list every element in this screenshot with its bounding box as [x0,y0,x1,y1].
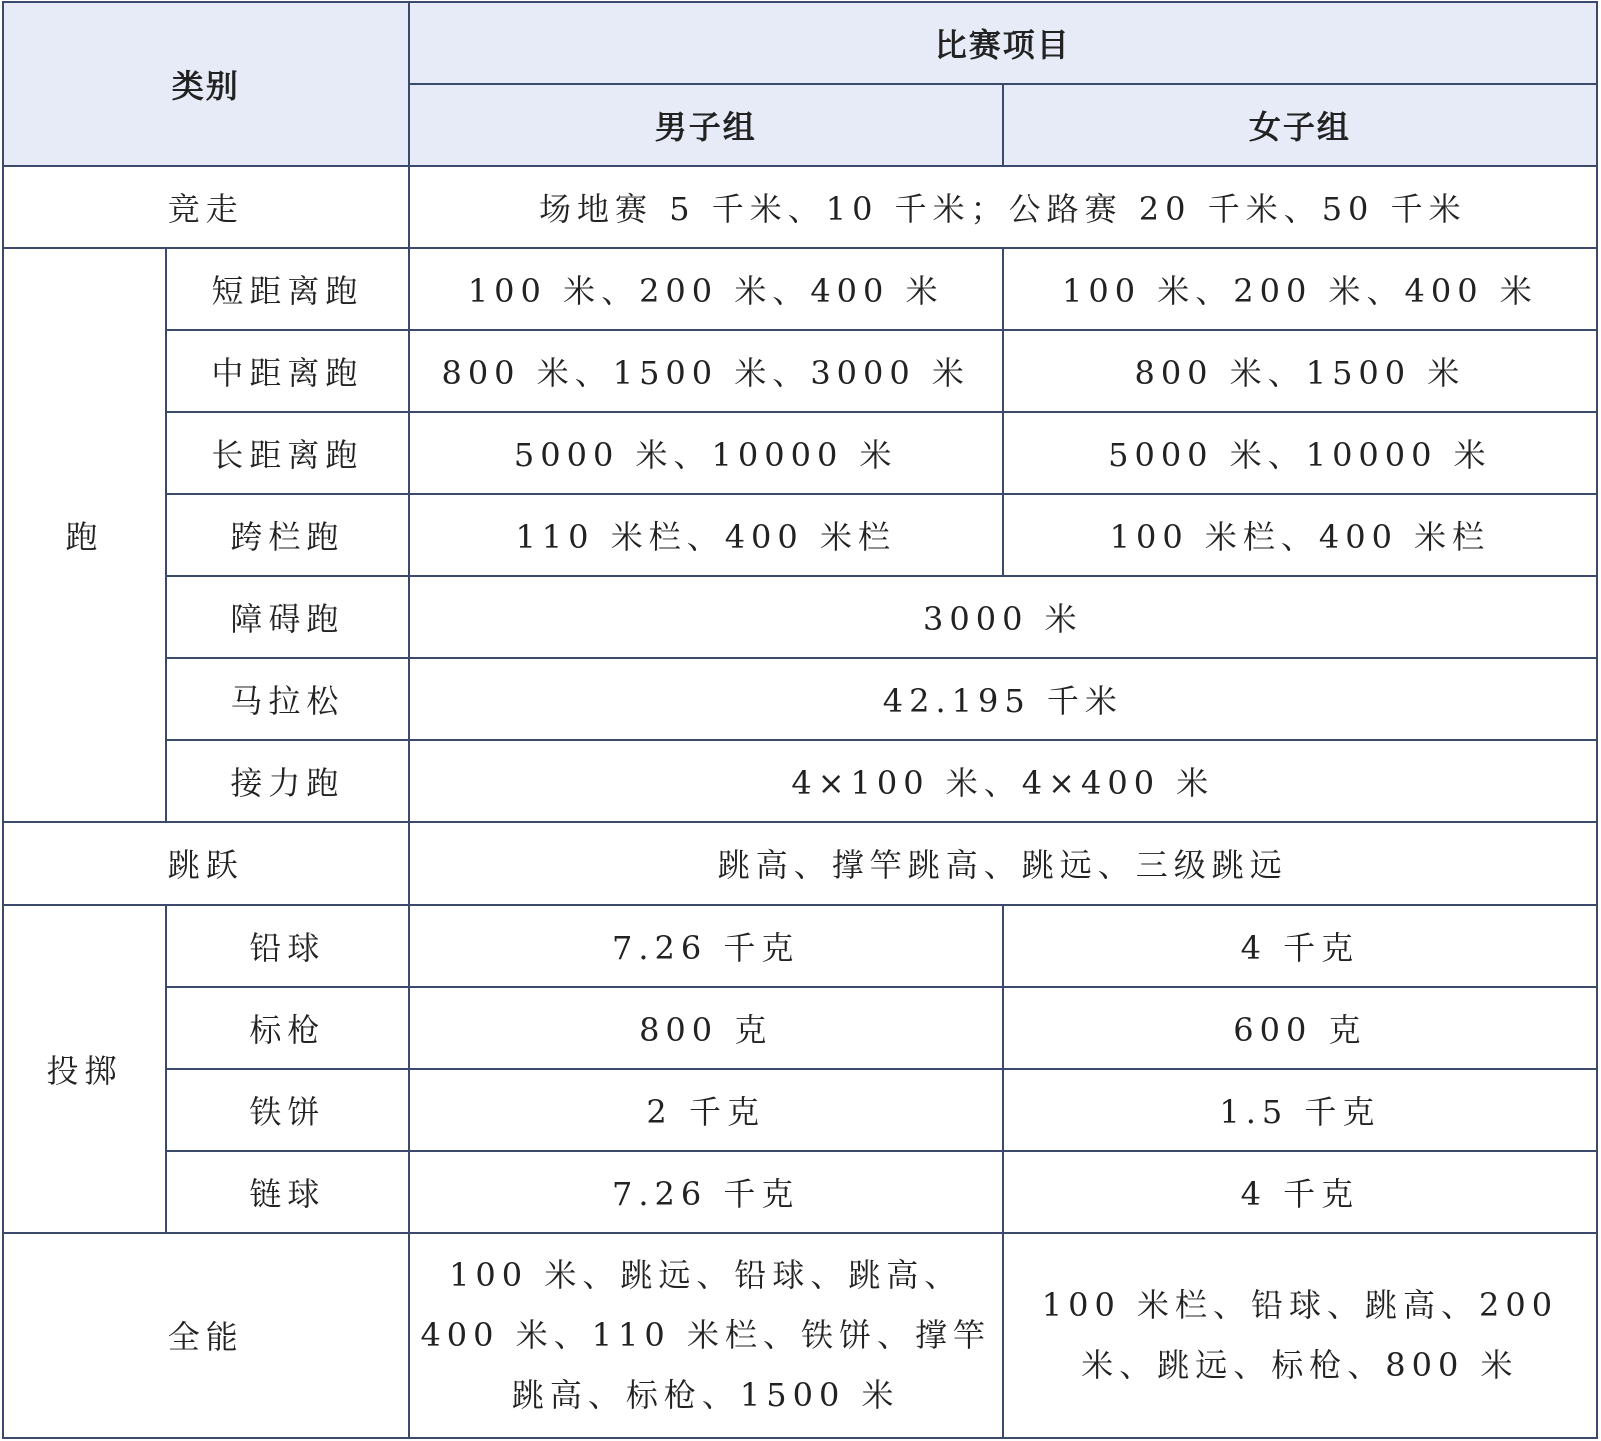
athletics-events-table [2,1,1598,1439]
women-cell: 4 千克 [1003,1151,1597,1233]
events-cell: 场地赛 5 千米、10 千米；公路赛 20 千米、50 千米 [409,166,1597,248]
subcategory-cell: 中距离跑 [166,330,409,412]
table-row [3,330,1597,412]
table-row [3,658,1597,740]
women-cell: 100 米、200 米、400 米 [1003,248,1597,330]
events-header: 比赛项目 [409,2,1597,84]
category-cell: 全能 [3,1233,409,1438]
category-cell: 跳跃 [3,822,409,904]
category-header: 类别 [3,2,409,166]
category-cell: 投掷 [3,905,166,1233]
table-row [3,1069,1597,1151]
events-cell: 跳高、撑竿跳高、跳远、三级跳远 [409,822,1597,904]
table-row [3,1233,1597,1438]
category-cell: 竞走 [3,166,409,248]
men-cell: 100 米、200 米、400 米 [409,248,1003,330]
subcategory-cell: 长距离跑 [166,412,409,494]
table-row [3,1151,1597,1233]
table-row [3,166,1597,248]
events-cell: 42.195 千米 [409,658,1597,740]
subcategory-cell: 铁饼 [166,1069,409,1151]
women-cell: 100 米栏、400 米栏 [1003,494,1597,576]
table-row [3,905,1597,987]
women-cell: 5000 米、10000 米 [1003,412,1597,494]
subcategory-cell: 铅球 [166,905,409,987]
subcategory-cell: 马拉松 [166,658,409,740]
women-cell: 600 克 [1003,987,1597,1069]
subcategory-cell: 链球 [166,1151,409,1233]
subcategory-cell: 标枪 [166,987,409,1069]
men-cell: 110 米栏、400 米栏 [409,494,1003,576]
table-row [3,740,1597,822]
men-cell: 2 千克 [409,1069,1003,1151]
men-cell: 100 米、跳远、铅球、跳高、400 米、110 米栏、铁饼、撑竿跳高、标枪、1500 米 [409,1233,1003,1438]
men-cell: 800 米、1500 米、3000 米 [409,330,1003,412]
subcategory-cell: 接力跑 [166,740,409,822]
women-cell: 4 千克 [1003,905,1597,987]
men-cell: 5000 米、10000 米 [409,412,1003,494]
subcategory-cell: 障碍跑 [166,576,409,658]
women-group-header: 女子组 [1003,84,1597,166]
men-cell: 7.26 千克 [409,1151,1003,1233]
table-row [3,822,1597,904]
category-cell: 跑 [3,248,166,822]
table-row [3,248,1597,330]
subcategory-cell: 跨栏跑 [166,494,409,576]
events-cell: 4×100 米、4×400 米 [409,740,1597,822]
header-row-top [3,2,1597,84]
men-cell: 800 克 [409,987,1003,1069]
table-row [3,412,1597,494]
men-group-header: 男子组 [409,84,1003,166]
men-cell: 7.26 千克 [409,905,1003,987]
women-cell: 100 米栏、铅球、跳高、200 米、跳远、标枪、800 米 [1003,1233,1597,1438]
table-row [3,576,1597,658]
table-row [3,987,1597,1069]
women-cell: 1.5 千克 [1003,1069,1597,1151]
women-cell: 800 米、1500 米 [1003,330,1597,412]
events-cell: 3000 米 [409,576,1597,658]
table-row [3,494,1597,576]
subcategory-cell: 短距离跑 [166,248,409,330]
